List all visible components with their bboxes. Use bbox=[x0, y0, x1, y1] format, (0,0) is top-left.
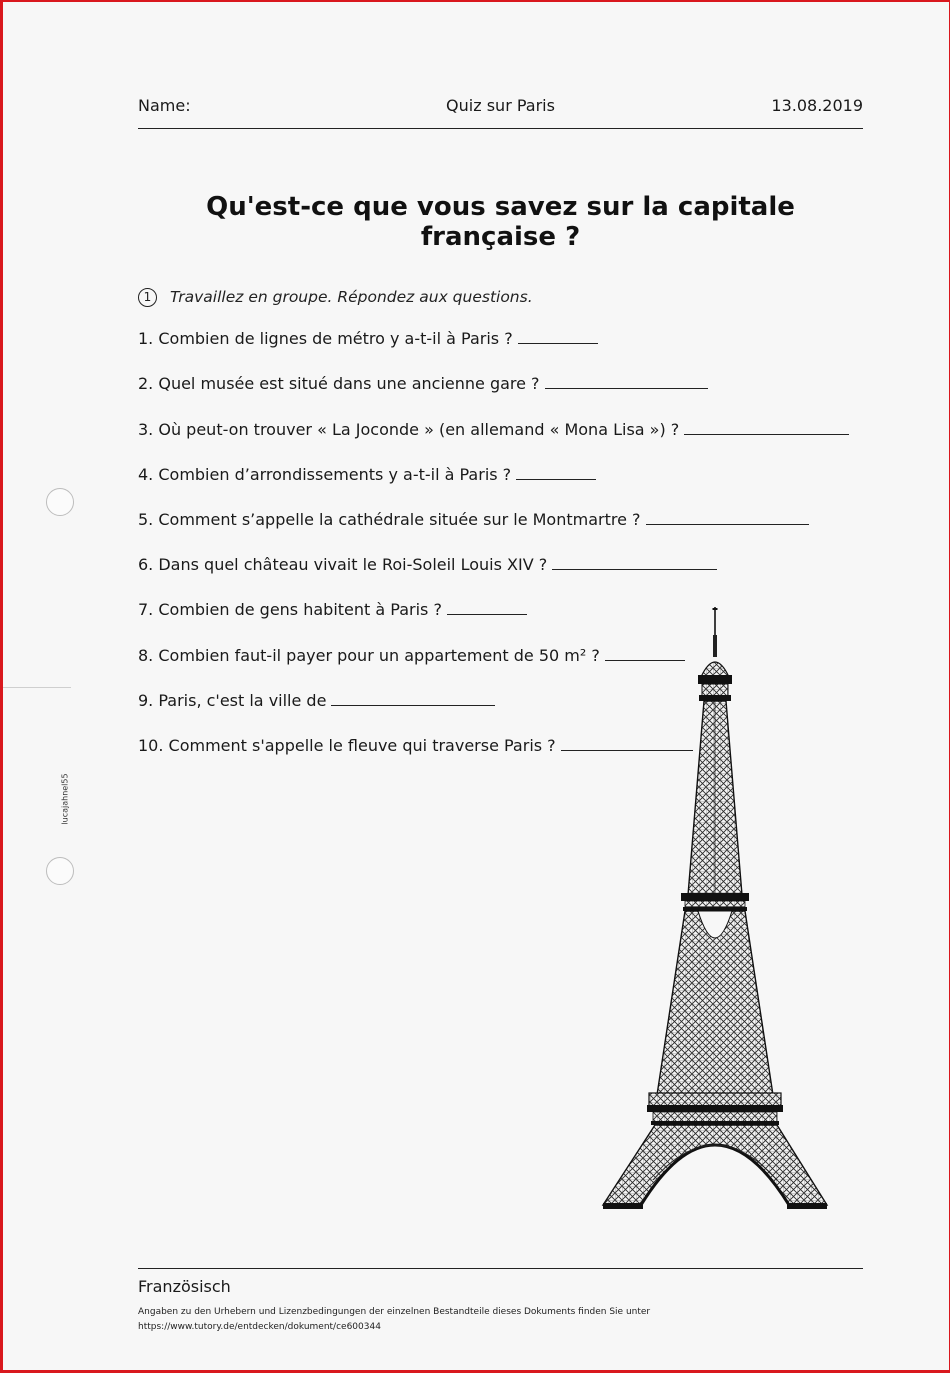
author-credit: lucajahnel55 bbox=[60, 773, 70, 825]
worksheet-date: 13.08.2019 bbox=[771, 96, 863, 115]
answer-blank bbox=[516, 465, 596, 480]
question-text: 10. Comment s'appelle le fleuve qui traverse Paris ? bbox=[138, 736, 556, 755]
question-text: 2. Quel musée est situé dans une ancienne gare ? bbox=[138, 374, 540, 393]
main-heading: Qu'est-ce que vous savez sur la capitale française ? bbox=[206, 192, 795, 252]
exercise-number-badge: 1 bbox=[138, 288, 157, 307]
subject-label: Französisch bbox=[138, 1277, 231, 1296]
question-text: 4. Combien d’arrondissements y a-t-il à Paris ? bbox=[138, 465, 512, 484]
license-credits bbox=[138, 1305, 650, 1335]
question-text: 8. Combien faut-il payer pour un appartement de 50 m² ? bbox=[138, 646, 600, 665]
question-1 bbox=[138, 329, 598, 348]
fold-mark bbox=[3, 687, 71, 688]
name-label: Name: bbox=[138, 96, 191, 115]
instruction-text: Travaillez en groupe. Répondez aux questions. bbox=[170, 288, 533, 306]
punch-hole-top bbox=[46, 488, 74, 516]
question-3 bbox=[138, 420, 849, 439]
question-4 bbox=[138, 465, 596, 484]
question-5 bbox=[138, 510, 809, 529]
answer-blank bbox=[646, 510, 809, 525]
question-text: 7. Combien de gens habitent à Paris ? bbox=[138, 600, 442, 619]
punch-hole-bottom bbox=[46, 857, 74, 885]
answer-blank bbox=[331, 691, 495, 706]
question-text: 9. Paris, c'est la ville de bbox=[138, 691, 327, 710]
question-9 bbox=[138, 691, 495, 710]
answer-blank bbox=[552, 555, 717, 570]
footer-divider bbox=[138, 1268, 863, 1269]
question-6 bbox=[138, 555, 717, 574]
answer-blank bbox=[545, 374, 708, 389]
question-text: 5. Comment s’appelle la cathédrale située sur le Montmartre ? bbox=[138, 510, 641, 529]
answer-blank bbox=[447, 600, 527, 615]
page-header bbox=[138, 94, 863, 129]
answer-blank bbox=[684, 420, 849, 435]
exercise-instruction bbox=[138, 286, 533, 308]
credits-link[interactable]: https://www.tutory.de/entdecken/dokument/ce600344 bbox=[138, 1322, 381, 1332]
question-2 bbox=[138, 374, 708, 393]
credits-text: Angaben zu den Urhebern und Lizenzbedingungen der einzelnen Bestandteile dieses Dokuments finden Sie unter bbox=[138, 1307, 651, 1317]
question-7 bbox=[138, 600, 527, 619]
question-text: 1. Combien de lignes de métro y a-t-il à Paris ? bbox=[138, 329, 513, 348]
worksheet-title: Quiz sur Paris bbox=[446, 96, 555, 115]
question-text: 3. Où peut-on trouver « La Joconde » (en allemand « Mona Lisa ») ? bbox=[138, 420, 680, 439]
question-text: 6. Dans quel château vivait le Roi-Soleil Louis XIV ? bbox=[138, 555, 548, 574]
answer-blank bbox=[518, 329, 598, 344]
eiffel-tower-icon bbox=[601, 605, 831, 1213]
